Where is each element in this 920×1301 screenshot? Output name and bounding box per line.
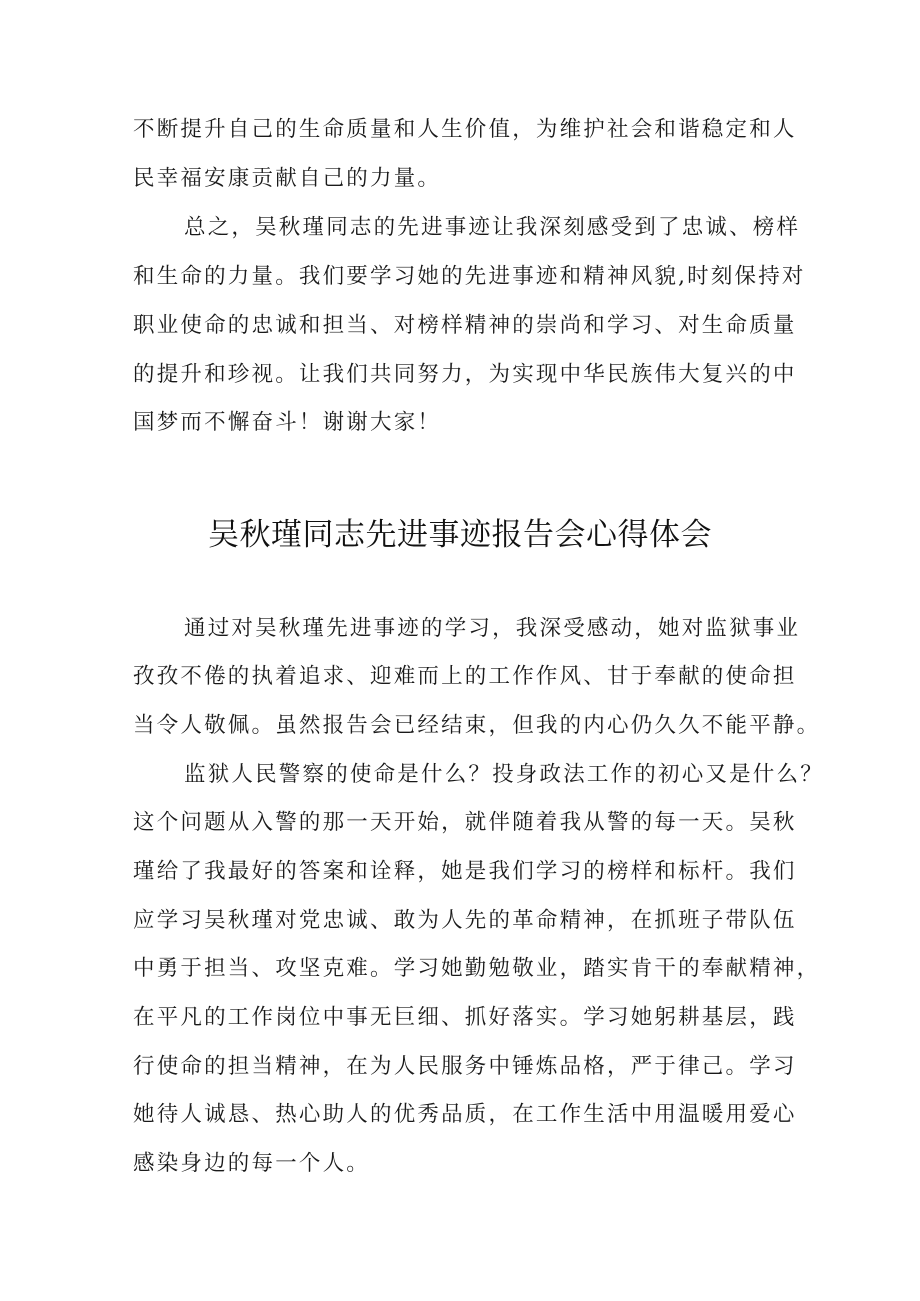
text-line: 的提升和珍视。让我们共同努力，为实现中华民族伟大复兴的中 xyxy=(133,362,797,387)
text-line: 民幸福安康贡献自己的力量。 xyxy=(133,166,442,191)
text-line: 总之，吴秋瑾同志的先进事迹让我深刻感受到了忠诚、榜样 xyxy=(184,215,801,240)
text-line: 中勇于担当、攻坚克难。学习她勤勉敬业，踏实肯干的奉献精神， xyxy=(133,956,821,981)
text-line: 她待人诚恳、热心助人的优秀品质，在工作生活中用温暖用爱心 xyxy=(133,1102,797,1127)
text-line: 行使命的担当精神，在为人民服务中锤炼品格，严于律己。学习 xyxy=(133,1054,797,1079)
text-line: 国梦而不懈奋斗！谢谢大家！ xyxy=(133,410,442,435)
text-line: 在平凡的工作岗位中事无巨细、抓好落实。学习她躬耕基层，践 xyxy=(133,1005,797,1030)
text-line: 应学习吴秋瑾对党忠诚、敢为人先的革命精神，在抓班子带队伍 xyxy=(133,908,797,933)
text-line: 瑾给了我最好的答案和诠释，她是我们学习的榜样和标杆。我们 xyxy=(133,859,797,884)
text-line: 不断提升自己的生命质量和人生价值，为维护社会和谐稳定和人 xyxy=(133,117,797,142)
text-line: 这个问题从入警的那一天开始，就伴随着我从警的每一天。吴秋 xyxy=(133,810,797,835)
document-title: 吴秋瑾同志先进事迹报告会心得体会 xyxy=(208,517,712,553)
text-line: 通过对吴秋瑾先进事迹的学习，我深受感动，她对监狱事业 xyxy=(184,616,801,641)
text-line: 孜孜不倦的执着追求、迎难而上的工作作风、甘于奉献的使命担 xyxy=(133,664,797,689)
text-line: 和生命的力量。我们要学习她的先进事迹和精神风貌,时刻保持对 xyxy=(133,264,806,289)
text-line: 监狱人民警察的使命是什么？投身政法工作的初心又是什么？ xyxy=(184,762,824,787)
text-line: 当令人敬佩。虽然报告会已经结束，但我的内心仍久久不能平静。 xyxy=(133,713,821,738)
text-line: 职业使命的忠诚和担当、对榜样精神的崇尚和学习、对生命质量 xyxy=(133,313,797,338)
text-line: 感染身边的每一个人。 xyxy=(133,1151,371,1176)
